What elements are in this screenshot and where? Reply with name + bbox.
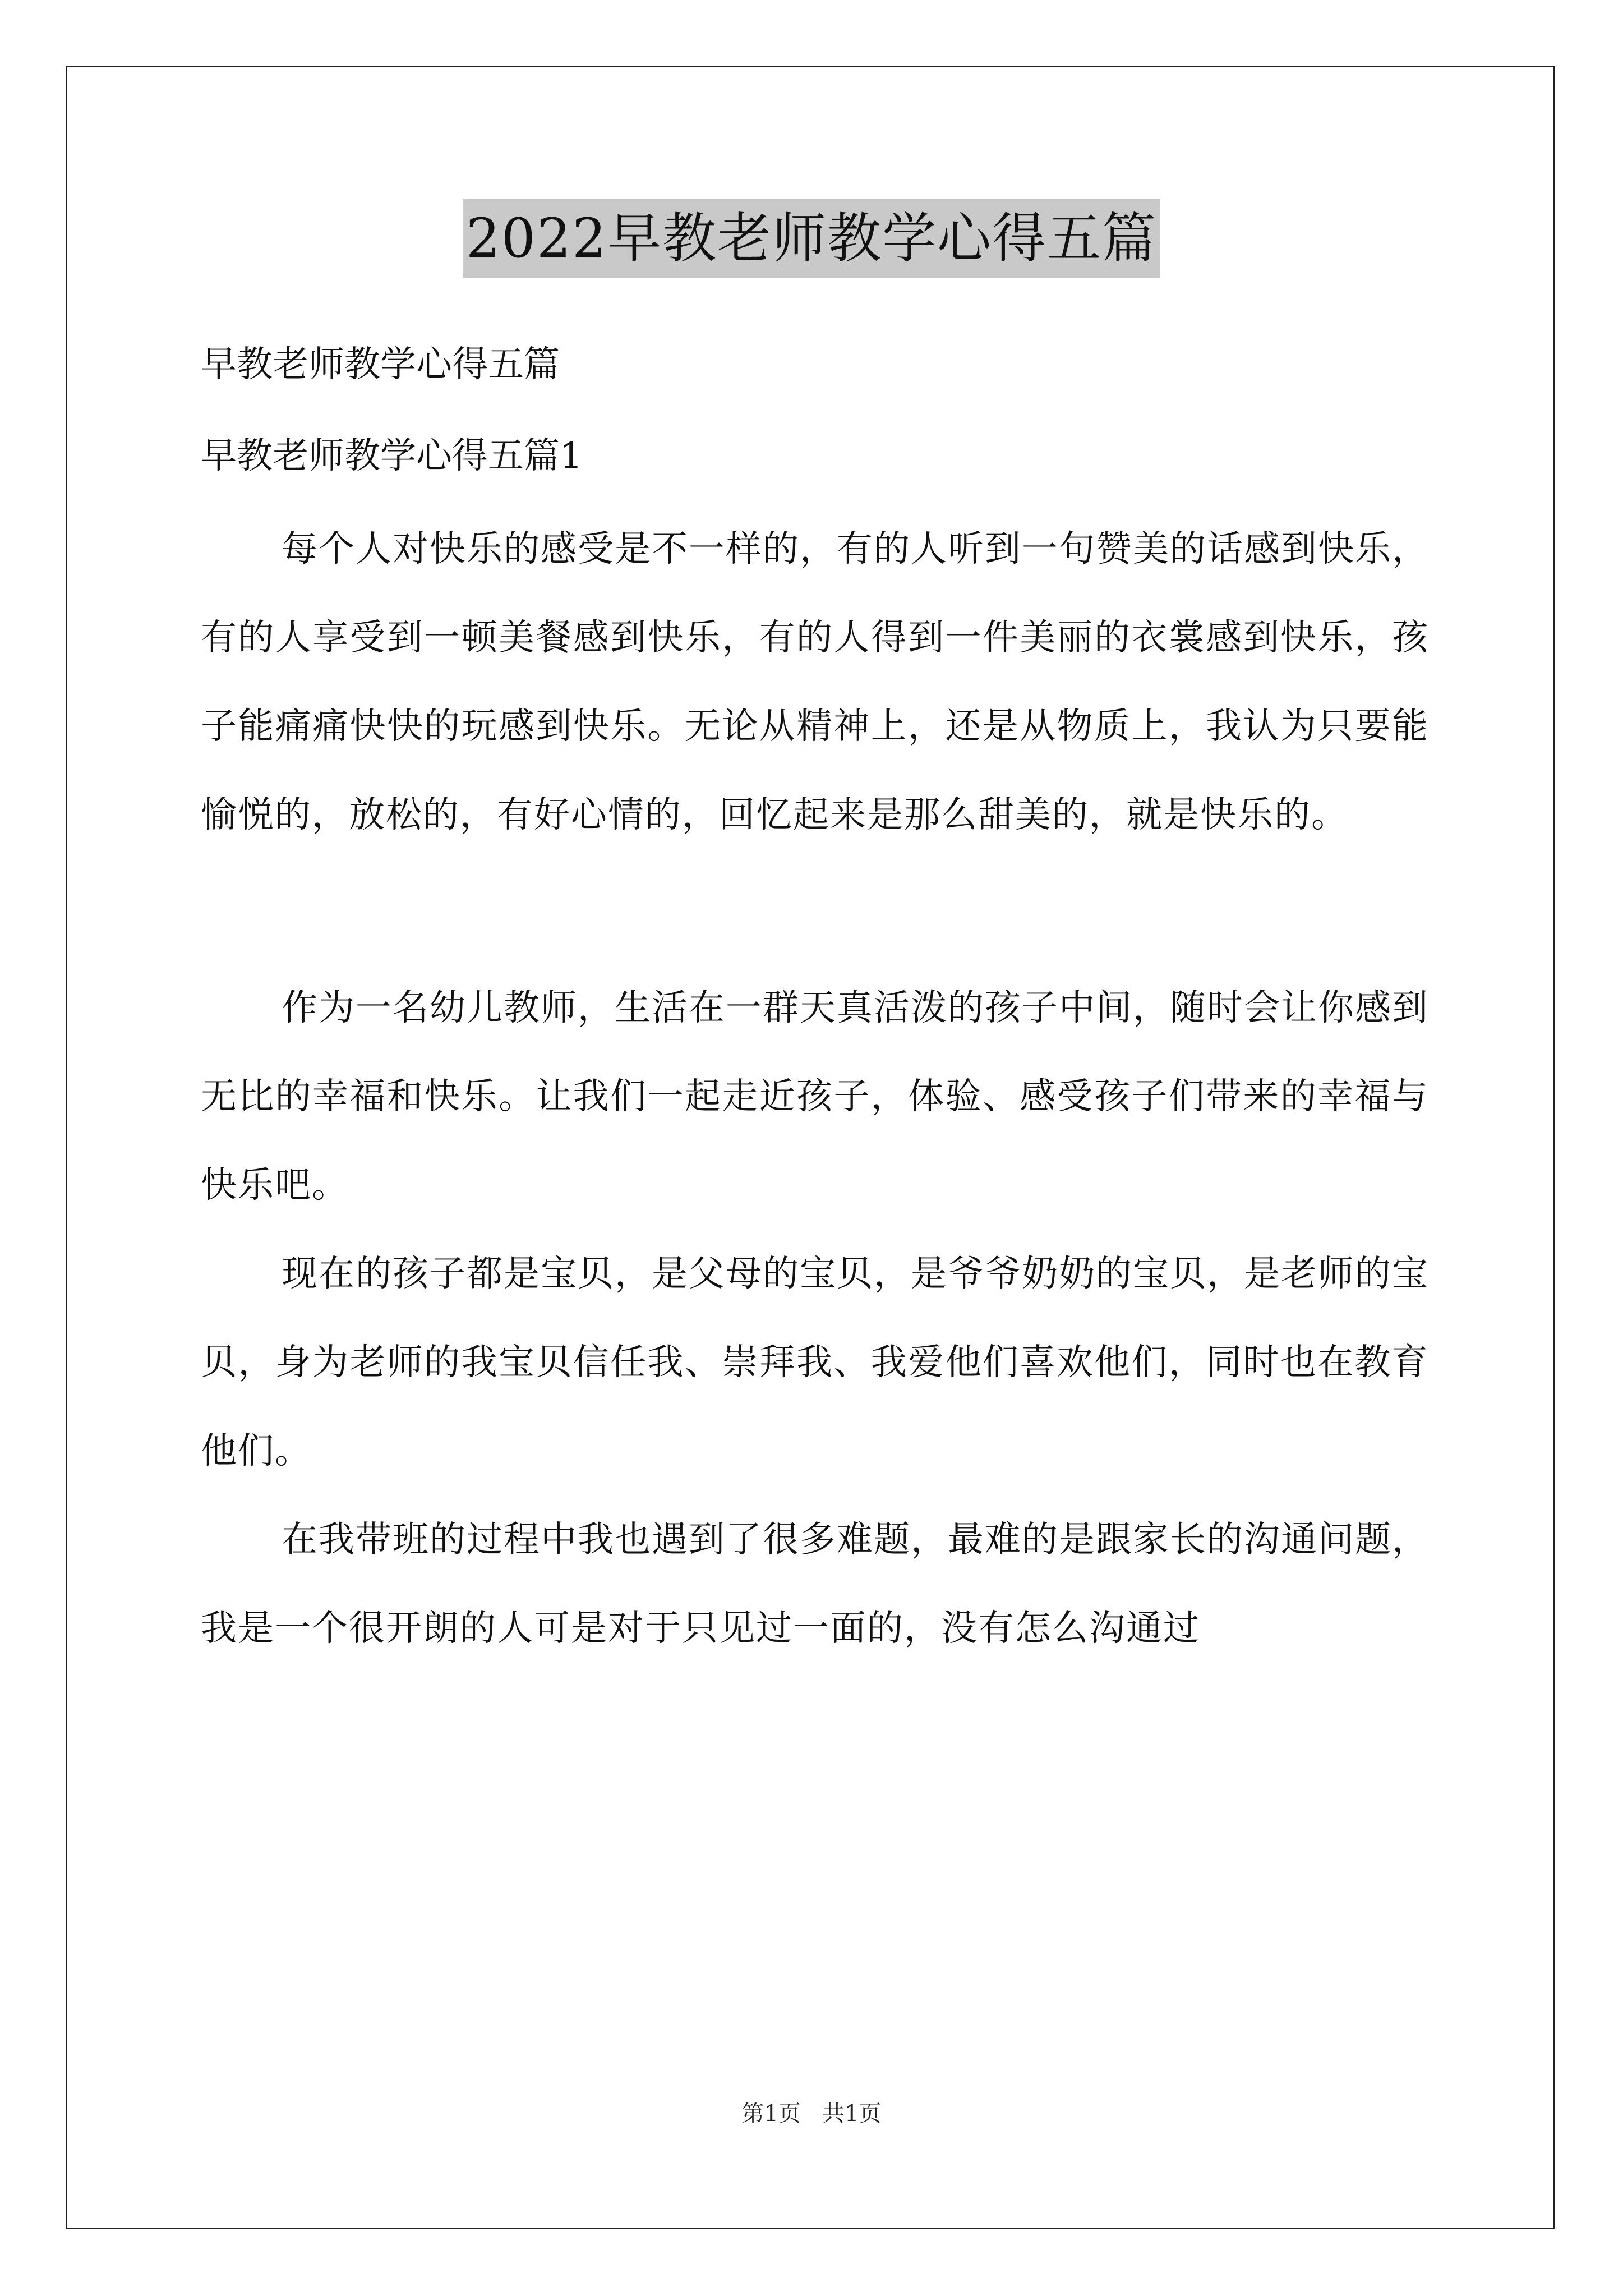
paragraph: 在我带班的过程中我也遇到了很多难题，最难的是跟家长的沟通问题，我是一个很开朗的人可是对于只见过一面的，没有怎么沟通过: [201, 1519, 1429, 1649]
page-footer: 第1页 共1页: [741, 2101, 882, 2127]
paragraph: 每个人对快乐的感受是不一样的，有的人听到一句赞美的话感到快乐，有的人享受到一顿美餐感到快乐，有的人得到一件美丽的衣裳感到快乐，孩子能痛痛快快的玩感到快乐。无论从精神上，还是从物质上，我认为只要能愉悦的，放松的，有好心情的，回忆起来是那么甜美的，就是快乐的。: [201, 528, 1429, 836]
paragraph: 作为一名幼儿教师，生活在一群天真活泼的孩子中间，随时会让你感到无比的幸福和快乐。让我们一起走近孩子，体验、感受孩子们带来的幸福与快乐吧。: [201, 987, 1429, 1206]
title-area: [0, 199, 1623, 278]
subtitle: 早教老师教学心得五篇: [201, 344, 560, 385]
section-heading: 早教老师教学心得五篇1: [201, 435, 583, 477]
paragraph: 现在的孩子都是宝贝，是父母的宝贝，是爷爷奶奶的宝贝，是老师的宝贝，身为老师的我宝贝信任我、崇拜我、我爱他们喜欢他们，同时也在教育他们。: [201, 1253, 1429, 1472]
document-title: 2022早教老师教学心得五篇: [463, 199, 1160, 278]
document-body: [201, 339, 1429, 1673]
